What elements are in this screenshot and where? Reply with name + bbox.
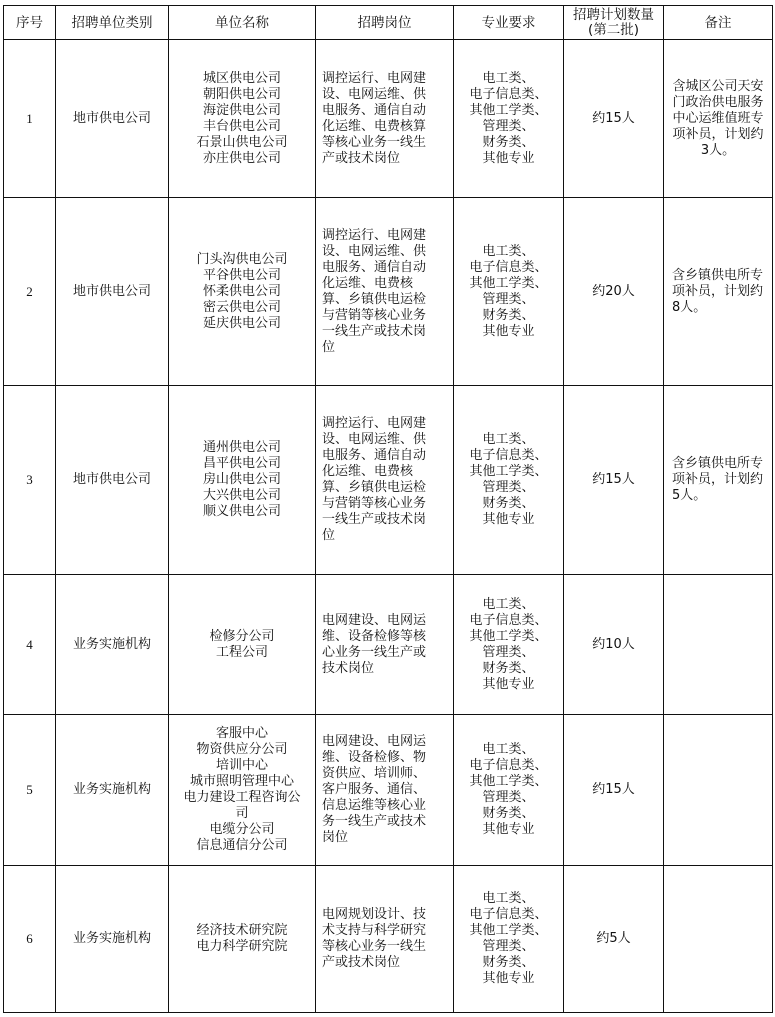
major-item: 电子信息类、: [469, 86, 548, 102]
major-item: 电子信息类、: [469, 259, 548, 275]
major-item: 财务类、: [482, 660, 535, 676]
table-row: [4, 198, 773, 386]
unit-name: 昌平供电公司: [202, 456, 281, 471]
cell-positions: [316, 198, 454, 386]
unit-name: 城市照明管理中心: [189, 774, 294, 789]
header-remarks: 备注: [664, 6, 773, 40]
major-item: 财务类、: [482, 134, 535, 150]
cell-category: 业务实施机构: [56, 575, 169, 715]
major-item: 财务类、: [482, 307, 535, 323]
position-line: 算、乡镇供电运检: [322, 291, 427, 307]
major-item: 电工类、: [482, 596, 535, 612]
header-index: 序号: [4, 6, 56, 40]
unit-name: 培训中心: [215, 758, 268, 773]
major-item: 其他工学类、: [469, 275, 548, 291]
cell-remarks: [664, 575, 773, 715]
major-item: 财务类、: [482, 496, 535, 511]
position-line: 电网规划设计、技: [322, 907, 427, 922]
position-line: 产或技术岗位: [322, 150, 401, 166]
cell-remarks: [664, 866, 773, 1013]
table-row: [4, 40, 773, 198]
position-line: 电网建设、电网运: [322, 734, 427, 749]
cell-positions: [316, 40, 454, 198]
major-item: 管理类、: [482, 644, 535, 660]
major-item: 管理类、: [482, 480, 535, 495]
cell-index: 5: [4, 715, 56, 866]
position-line: 与营销等核心业务: [322, 307, 427, 323]
cell-quantity: 约15人: [564, 715, 664, 866]
major-item: 电子信息类、: [469, 907, 548, 922]
cell-majors: [454, 40, 564, 198]
unit-name: 延庆供电公司: [202, 315, 281, 331]
major-item: 其他专业: [482, 150, 535, 166]
header-units: 单位名称: [169, 6, 316, 40]
major-item: 其他工学类、: [469, 464, 548, 479]
major-item: 财务类、: [482, 955, 535, 970]
cell-units: [169, 198, 316, 386]
unit-name: 电缆分公司: [209, 822, 275, 837]
major-item: 其他专业: [482, 676, 535, 692]
major-item: 其他专业: [482, 323, 535, 339]
major-item: 电工类、: [482, 742, 535, 757]
major-item: 管理类、: [482, 118, 535, 134]
position-line: 等核心业务一线生: [322, 939, 427, 954]
cell-quantity: 约20人: [564, 198, 664, 386]
cell-units: [169, 715, 316, 866]
major-item: 其他专业: [482, 971, 535, 986]
major-item: 其他工学类、: [469, 774, 548, 789]
cell-positions: [316, 715, 454, 866]
position-line: 位: [322, 528, 336, 543]
unit-name: 城区供电公司: [202, 70, 281, 86]
position-line: 资供应、培训师、: [322, 766, 427, 781]
cell-category: 业务实施机构: [56, 715, 169, 866]
position-line: 维、设备检修、物: [322, 750, 427, 765]
position-line: 调控运行、电网建: [322, 416, 427, 431]
position-line: 电服务、通信自动: [322, 448, 427, 463]
cell-quantity: 约10人: [564, 575, 664, 715]
header-quantity: 招聘计划数量(第二批): [564, 6, 664, 40]
cell-majors: [454, 198, 564, 386]
unit-name: 怀柔供电公司: [202, 283, 281, 299]
unit-name: 经济技术研究院: [196, 923, 288, 938]
unit-name: 信息通信分公司: [196, 838, 288, 853]
cell-positions: [316, 386, 454, 575]
cell-index: 1: [4, 40, 56, 198]
recruitment-table: [3, 5, 773, 1013]
major-item: 其他专业: [482, 822, 535, 837]
position-line: 位: [322, 339, 336, 355]
position-line: 岗位: [322, 830, 349, 845]
unit-name: 大兴供电公司: [202, 488, 281, 503]
position-line: 心业务一线生产或: [322, 644, 427, 660]
position-line: 设、电网运维、供: [322, 243, 427, 259]
major-item: 管理类、: [482, 939, 535, 954]
unit-name: 海淀供电公司: [202, 102, 281, 118]
unit-name: 房山供电公司: [202, 472, 281, 487]
unit-name: 平谷供电公司: [202, 267, 281, 283]
cell-quantity: 约15人: [564, 40, 664, 198]
position-line: 化运维、电费核算: [322, 118, 427, 134]
cell-positions: [316, 866, 454, 1013]
unit-name: 物资供应分公司: [196, 742, 288, 757]
cell-remarks: [664, 715, 773, 866]
unit-name: 石景山供电公司: [196, 134, 288, 150]
position-line: 电服务、通信自动: [322, 102, 427, 118]
position-line: 技术岗位: [322, 660, 375, 676]
major-item: 其他工学类、: [469, 923, 548, 938]
major-item: 电子信息类、: [469, 758, 548, 773]
header-positions: 招聘岗位: [316, 6, 454, 40]
cell-units: [169, 575, 316, 715]
cell-index: 4: [4, 575, 56, 715]
cell-remarks: 含乡镇供电所专项补员，计划约8人。: [664, 198, 773, 386]
position-line: 术支持与科学研究: [322, 923, 427, 938]
cell-remarks: 含城区公司天安门政治供电服务中心运维值班专项补员，计划约3人。: [664, 40, 773, 198]
cell-units: [169, 386, 316, 575]
position-line: 设、电网运维、供: [322, 432, 427, 447]
unit-name: 客服中心: [215, 726, 268, 741]
unit-name: 丰台供电公司: [202, 118, 281, 134]
major-item: 电工类、: [482, 243, 535, 259]
position-line: 设、电网运维、供: [322, 86, 427, 102]
major-item: 电工类、: [482, 891, 535, 906]
position-line: 调控运行、电网建: [322, 227, 427, 243]
cell-index: 6: [4, 866, 56, 1013]
major-item: 其他工学类、: [469, 102, 548, 118]
unit-name: 检修分公司: [209, 628, 275, 644]
table-row: [4, 866, 773, 1013]
position-line: 客户服务、通信、: [322, 782, 427, 797]
cell-positions: [316, 575, 454, 715]
cell-category: 地市供电公司: [56, 198, 169, 386]
position-line: 务一线生产或技术: [322, 814, 427, 829]
unit-name: 电力建设工程咨询公: [183, 790, 301, 805]
unit-name: 司: [235, 806, 249, 821]
position-line: 电网建设、电网运: [322, 612, 427, 628]
cell-category: 地市供电公司: [56, 386, 169, 575]
table-row: [4, 715, 773, 866]
position-line: 信息运维等核心业: [322, 798, 427, 813]
header-majors: 专业要求: [454, 6, 564, 40]
cell-majors: [454, 575, 564, 715]
position-line: 一线生产或技术岗: [322, 323, 427, 339]
major-item: 财务类、: [482, 806, 535, 821]
major-item: 电子信息类、: [469, 448, 548, 463]
unit-name: 朝阳供电公司: [202, 86, 281, 102]
table-body: [4, 40, 773, 1013]
major-item: 管理类、: [482, 790, 535, 805]
major-item: 其他工学类、: [469, 628, 548, 644]
header-category: 招聘单位类别: [56, 6, 169, 40]
position-line: 与营销等核心业务: [322, 496, 427, 511]
major-item: 电工类、: [482, 70, 535, 86]
unit-name: 亦庄供电公司: [202, 150, 281, 166]
position-line: 等核心业务一线生: [322, 134, 427, 150]
unit-name: 通州供电公司: [202, 440, 281, 455]
cell-quantity: 约15人: [564, 386, 664, 575]
unit-name: 工程公司: [215, 644, 268, 660]
major-item: 其他专业: [482, 512, 535, 527]
table-row: [4, 386, 773, 575]
position-line: 一线生产或技术岗: [322, 512, 427, 527]
position-line: 算、乡镇供电运检: [322, 480, 427, 495]
cell-category: 地市供电公司: [56, 40, 169, 198]
cell-majors: [454, 866, 564, 1013]
cell-category: 业务实施机构: [56, 866, 169, 1013]
cell-remarks: 含乡镇供电所专项补员，计划约5人。: [664, 386, 773, 575]
cell-units: [169, 866, 316, 1013]
position-line: 电服务、通信自动: [322, 259, 427, 275]
position-line: 化运维、电费核: [322, 464, 414, 479]
unit-name: 密云供电公司: [202, 299, 281, 315]
unit-name: 电力科学研究院: [196, 939, 288, 954]
major-item: 电工类、: [482, 432, 535, 447]
position-line: 产或技术岗位: [322, 955, 401, 970]
position-line: 维、设备检修等核: [322, 628, 427, 644]
major-item: 电子信息类、: [469, 612, 548, 628]
position-line: 化运维、电费核: [322, 275, 414, 291]
table-row: [4, 575, 773, 715]
cell-majors: [454, 715, 564, 866]
cell-quantity: 约5人: [564, 866, 664, 1013]
unit-name: 门头沟供电公司: [196, 251, 288, 267]
position-line: 调控运行、电网建: [322, 70, 427, 86]
unit-name: 顺义供电公司: [202, 504, 281, 519]
header-row: [4, 6, 773, 40]
cell-units: [169, 40, 316, 198]
cell-majors: [454, 386, 564, 575]
major-item: 管理类、: [482, 291, 535, 307]
cell-index: 3: [4, 386, 56, 575]
cell-index: 2: [4, 198, 56, 386]
